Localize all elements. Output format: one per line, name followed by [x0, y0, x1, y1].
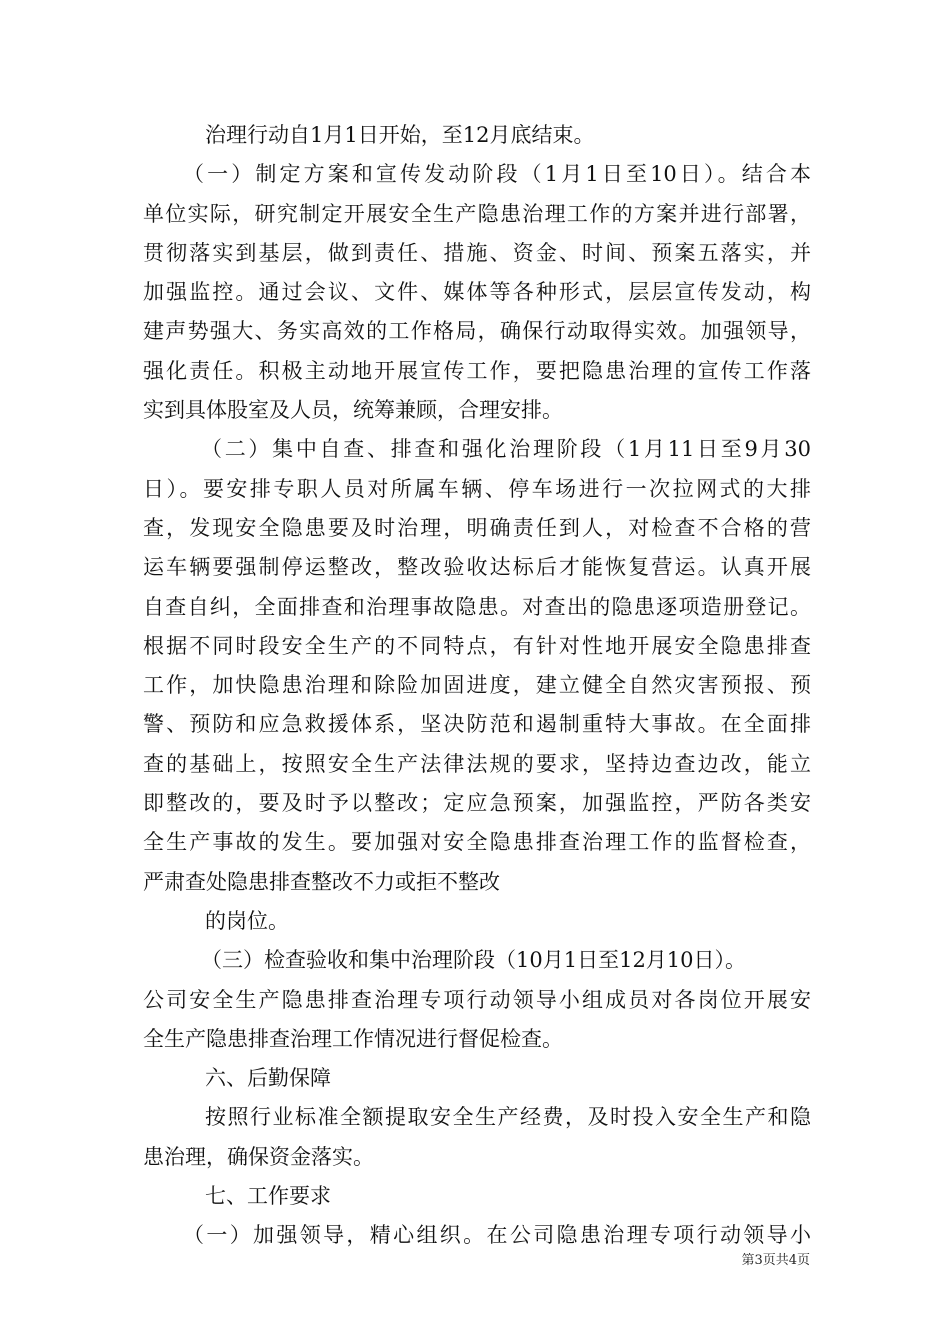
text-line: 公司安全生产隐患排查治理专项行动领导小组成员对各岗位开展安 — [143, 987, 811, 1012]
text-line: 强化责任。积极主动地开展宣传工作，要把隐患治理的宣传工作落 — [143, 358, 811, 383]
text-line: 按照行业标准全额提取安全生产经费，及时投入安全生产和隐 — [205, 1105, 811, 1130]
text-line: 根据不同时段安全生产的不同特点，有针对性地开展安全隐患排查 — [143, 633, 811, 658]
text-line: 单位实际，研究制定开展安全生产隐患治理工作的方案并进行部署， — [143, 201, 811, 226]
text-line: 的岗位。 — [205, 908, 289, 933]
text-line: （三）检查验收和集中治理阶段（10月1日至12月10日）。 — [201, 948, 747, 973]
text-line: 六、后勤保障 — [205, 1066, 331, 1091]
text-line: （二）集中自查、排查和强化治理阶段（1月11日至9月30 — [201, 437, 811, 462]
text-line: 加强监控。通过会议、文件、媒体等各种形式，层层宣传发动，构 — [143, 280, 811, 305]
text-line: 查的基础上，按照安全生产法律法规的要求，坚持边查边改，能立 — [143, 751, 811, 776]
text-line: 查，发现安全隐患要及时治理，明确责任到人，对检查不合格的营 — [143, 515, 811, 540]
text-line: 工作，加快隐患治理和除险加固进度，建立健全自然灾害预报、预 — [143, 673, 811, 698]
text-line: 严肃查处隐患排查整改不力或拒不整改 — [143, 869, 500, 894]
text-line: 运车辆要强制停运整改，整改验收达标后才能恢复营运。认真开展 — [143, 555, 811, 580]
document-body — [143, 116, 811, 1256]
page-number: 第3页共4页 — [741, 1253, 810, 1268]
text-line: 七、工作要求 — [205, 1184, 331, 1209]
text-line: 自查自纠，全面排查和治理事故隐患。对查出的隐患逐项造册登记。 — [143, 594, 811, 619]
text-line: 贯彻落实到基层，做到责任、措施、资金、时间、预案五落实，并 — [143, 240, 811, 265]
text-line: 患治理，确保资金落实。 — [143, 1144, 374, 1169]
text-line: 建声势强大、务实高效的工作格局，确保行动取得实效。加强领导， — [143, 319, 811, 344]
text-line: 全生产事故的发生。要加强对安全隐患排查治理工作的监督检查， — [143, 830, 811, 855]
text-line: （一）加强领导，精心组织。在公司隐患治理专项行动领导小 — [183, 1223, 811, 1248]
text-line: 治理行动自1月1日开始，至12月底结束。 — [205, 123, 595, 147]
text-line: 实到具体股室及人员，统筹兼顾，合理安排。 — [143, 398, 563, 423]
text-line: 即整改的，要及时予以整改；定应急预案，加强监控，严防各类安 — [143, 791, 811, 816]
text-line: 警、预防和应急救援体系，坚决防范和遏制重特大事故。在全面排 — [143, 712, 811, 737]
text-line: 全生产隐患排查治理工作情况进行督促检查。 — [143, 1026, 563, 1051]
text-line: 日）。要安排专职人员对所属车辆、停车场进行一次拉网式的大排 — [143, 476, 811, 501]
text-line: （一）制定方案和宣传发动阶段（1月1日至10日）。结合本 — [183, 162, 811, 187]
